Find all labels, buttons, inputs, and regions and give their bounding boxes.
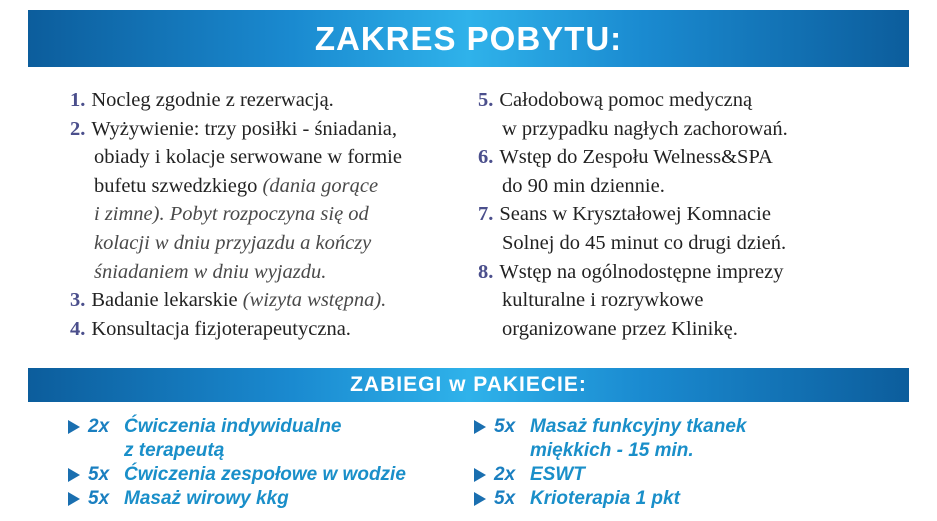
stay-scope-title: ZAKRES POBYTU: (314, 19, 623, 57)
stay-item-4: 4. Konsultacja fizjoterapeutyczna. (70, 317, 351, 340)
treatments-list-right (472, 415, 912, 511)
treatments-header (28, 368, 909, 402)
triangle-bullet-icon (474, 468, 486, 482)
triangle-bullet-icon (68, 420, 80, 434)
stay-item-3: 3. Badanie lekarskie (wizyta wstępna). (70, 289, 387, 312)
stay-item-5: 5. Całodobową pomoc medyczną w przypadku nagłych zachorowań. (478, 89, 788, 140)
stay-item-2: 2. Wyżywienie: trzy posiłki - śniadania, obiady i kolacje serwowane w formie bufetu szwedzkiego (dania gorące i zimne). Pobyt rozpoczyna się od kolacji w dniu przyjazdu a kończy śniadaniem w dniu wyjazdu. (70, 117, 402, 283)
stay-item-6: 6. Wstęp do Zespołu Welness&SPA do 90 min dziennie. (478, 146, 773, 197)
treatment-item: 2x ESWT (472, 463, 912, 487)
triangle-bullet-icon (474, 492, 486, 506)
stay-item-8: 8. Wstęp na ogólnodostępne imprezy kulturalne i rozrywkowe organizowane przez Klinikę. (478, 260, 784, 340)
treatment-item: 5x Krioterapia 1 pkt (472, 487, 912, 511)
treatment-item: 5x Masaż funkcyjny tkanek (472, 415, 912, 439)
stay-scope-header (28, 10, 909, 67)
stay-item-1: 1. Nocleg zgodnie z rezerwacją. (70, 89, 334, 111)
stay-list-right (478, 86, 918, 343)
triangle-bullet-icon (474, 420, 486, 434)
triangle-bullet-icon (68, 492, 80, 506)
stay-item-7: 7. Seans w Kryształowej Komnacie Solnej do 45 minut co drugi dzień. (478, 203, 787, 254)
treatment-item: 5x Masaż wirowy kkg (66, 487, 466, 511)
treatments-title: ZABIEGI w PAKIECIE: (350, 373, 587, 396)
treatment-item: 5x Ćwiczenia zespołowe w wodzie (66, 463, 466, 487)
treatment-item-continuation: z terapeutą (124, 440, 225, 461)
treatment-item: 2x Ćwiczenia indywidualne (66, 415, 466, 439)
treatments-list-left (66, 415, 466, 511)
treatment-item-continuation: miękkich - 15 min. (530, 440, 694, 461)
stay-list-left (70, 86, 470, 343)
triangle-bullet-icon (68, 468, 80, 482)
